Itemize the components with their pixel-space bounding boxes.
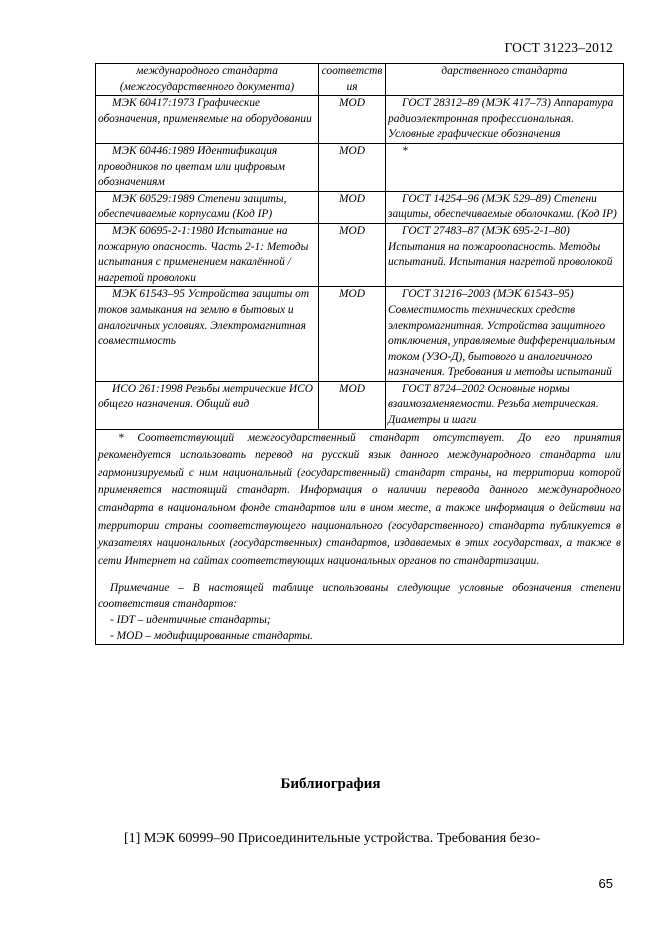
note-list xyxy=(98,612,621,644)
degree-cell: MOD xyxy=(319,381,386,429)
degree-cell: MOD xyxy=(319,143,386,191)
table-footnote-cell xyxy=(96,429,624,645)
table-row xyxy=(96,287,624,382)
table-row xyxy=(96,381,624,429)
international-standard-cell: ИСО 261:1998 Резьбы метрические ИСО общего назначения. Общий вид xyxy=(96,381,319,429)
international-standard-cell: МЭК 60417:1973 Графические обозначения, применяемые на оборудовании xyxy=(96,96,319,144)
international-standard-cell: МЭК 60446:1989 Идентификация проводников по цветам или цифровым обозначениям xyxy=(96,143,319,191)
international-standard-cell: МЭК 60695-2-1:1980 Испытание на пожарную опасность. Часть 2-1: Методы испытания с применением накалённой / нагретой проволоки xyxy=(96,223,319,286)
table-header-row xyxy=(96,64,624,96)
footnote-text: * Соответствующий межгосударственный стандарт отсутствует. До его принятия рекомендуется использовать перевод на русский язык данного международного стандарта или гармонизируемый с ним национальный (государственный) стандарт страны, на территории которой применяется настоящий стандарт. Информация о наличии перевода данного международного стандарта в национальном фонде стандартов или в ином месте, а также информация о действии на территории страны соответствующего национального (государственного) стандарта публикуется в указателях национальных (государственных) стандартов, издаваемых в этих государствах, а также в сети Интернет на сайтах соответствующих национальных органов по стандартизации. xyxy=(98,431,621,567)
international-standard-cell: МЭК 60529:1989 Степени защиты, обеспечиваемые корпусами (Код IP) xyxy=(96,191,319,223)
list-item: - MOD – модифицированные стандарты. xyxy=(110,630,313,643)
degree-cell: MOD xyxy=(319,191,386,223)
degree-cell: MOD xyxy=(319,223,386,286)
national-standard-cell: ГОСТ 27483–87 (МЭК 695-2-1–80) Испытания на пожароопасность. Методы испытаний. Испытания нагретой проволокой xyxy=(386,223,624,286)
degree-cell: MOD xyxy=(319,96,386,144)
national-standard-cell: ГОСТ 28312–89 (МЭК 417–73) Аппаратура радиоэлектронная профессиональная. Условные графические обозначения xyxy=(386,96,624,144)
header-international-standard: международного стандарта (межгосударственного документа) xyxy=(96,64,319,96)
national-standard-cell: * xyxy=(386,143,624,191)
national-standard-cell: ГОСТ 14254–96 (МЭК 529–89) Степени защиты, обеспечиваемые оболочками. (Код IP) xyxy=(386,191,624,223)
degree-cell: MOD xyxy=(319,287,386,382)
national-standard-cell: ГОСТ 31216–2003 (МЭК 61543–95) Совместимость технических средств электромагнитная. Устройства защитного отключения, управляемые дифференциальным током (УЗО-Д), бытового и аналогичного назначения. Требования и методы испытаний xyxy=(386,287,624,382)
document-number-header: ГОСТ 31223–2012 xyxy=(504,40,613,55)
header-national-standard: дарственного стандарта xyxy=(386,64,624,96)
table-row xyxy=(96,143,624,191)
table-footnote-row xyxy=(96,429,624,645)
table-row xyxy=(96,223,624,286)
table-row xyxy=(96,96,624,144)
list-item: - IDT – идентичные стандарты; xyxy=(110,614,271,627)
international-standard-cell: МЭК 61543–95 Устройства защиты от токов замыкания на землю в бытовых и аналогичных условиях. Электромагнитная совместимость xyxy=(96,287,319,382)
bibliography-title: Библиография xyxy=(280,776,381,792)
standards-correspondence-table xyxy=(95,63,624,645)
bibliography-item: [1] МЭК 60999–90 Присоединительные устройства. Требования безо- xyxy=(124,831,541,846)
header-degree-of-correspondence: соответствия xyxy=(319,64,386,96)
national-standard-cell: ГОСТ 8724–2002 Основные нормы взаимозаменяемости. Резьба метрическая. Диаметры и шаги xyxy=(386,381,624,429)
page-number: 65 xyxy=(598,876,613,891)
table-note: Примечание – В настоящей таблице использованы следующие условные обозначения степени соответствия стандартов: xyxy=(98,582,621,611)
table-row xyxy=(96,191,624,223)
